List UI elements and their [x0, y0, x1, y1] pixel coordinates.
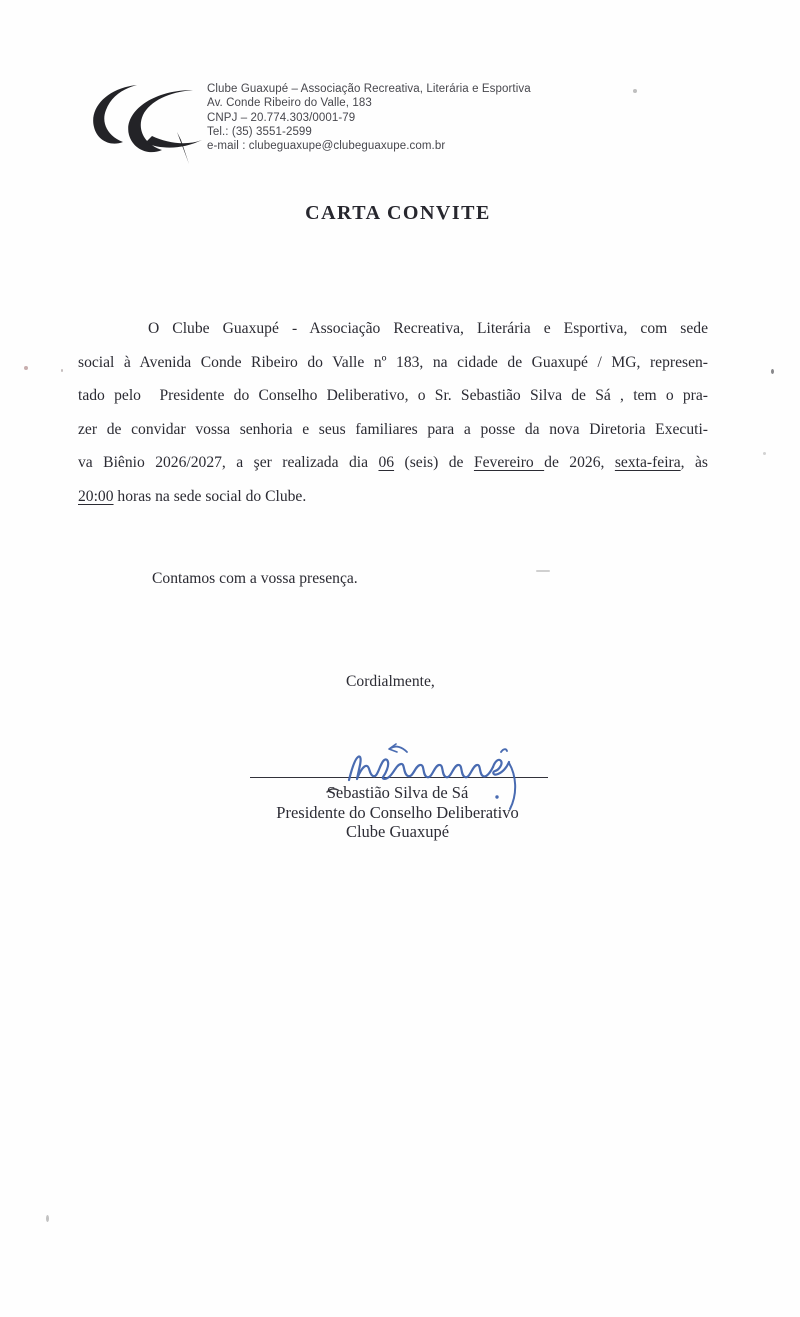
body-line-2: [78, 346, 708, 380]
body-line-6: [78, 480, 708, 514]
letterhead-phone: Tel.: (35) 3551-2599: [207, 125, 312, 138]
scan-speck: [633, 89, 637, 93]
letterhead-address: Av. Conde Ribeiro do Valle, 183: [207, 97, 372, 110]
scan-speck: [61, 369, 63, 372]
body-text-segment: , às: [680, 454, 708, 471]
underlined-weekday: sexta-feira: [614, 454, 681, 471]
body-text-segment: social à Avenida Conde Ribeiro do Valle nº 183, na cidade de Guaxupé / MG, represen-: [78, 353, 708, 371]
letterhead: [207, 82, 531, 153]
underlined-month: Fevereiro: [473, 454, 545, 471]
body-text-segment: va Biênio 2026/2027, a şer realizada dia: [78, 454, 379, 471]
body-text-segment: O Clube Guaxupé - Associação Recreativa, Literária e Esportiva, com sede: [148, 320, 708, 337]
body-text-segment: de 2026,: [544, 454, 615, 471]
body-line-4: [78, 413, 708, 447]
signer-role: Presidente do Conselho Deliberativo: [276, 802, 519, 822]
scan-speck: [763, 452, 766, 455]
letterhead-org-name: Clube Guaxupé – Associação Recreativa, Literária e Esportiva: [207, 83, 531, 95]
body-line-3: [78, 379, 708, 413]
scan-speck: [536, 570, 550, 572]
body-line-1: [78, 312, 708, 346]
underlined-day: 06: [378, 454, 395, 471]
underlined-time: 20:00: [78, 487, 114, 505]
body-text-segment: horas na sede social do Clube.: [113, 487, 307, 505]
salutation-line: Cordialmente,: [346, 672, 435, 690]
body-text-segment: (seis) de: [394, 454, 474, 471]
letter-body: [78, 312, 708, 513]
scan-speck: [771, 369, 774, 374]
signer-name: Sebastião Silva de Sá: [326, 783, 469, 802]
letter-title: CARTA CONVITE: [305, 202, 491, 224]
body-text-segment: zer de convidar vossa senhoria e seus familiares para a posse da nova Diretoria Executi-: [78, 420, 708, 438]
club-swoosh-logo-graphic: [85, 80, 215, 175]
club-logo: [85, 80, 215, 175]
letterhead-email: e-mail : clubeguaxupe@clubeguaxupe.com.br: [207, 140, 446, 153]
signature-line: [250, 777, 548, 778]
presence-line: Contamos com a vossa presença.: [152, 569, 358, 587]
scan-speck: [24, 366, 28, 370]
body-line-5: [78, 446, 708, 480]
signer-organization: Clube Guaxupé: [345, 822, 450, 842]
scan-speck: [46, 1215, 49, 1222]
signature-block: [0, 783, 795, 842]
body-text-segment: tado pelo Presidente do Conselho Deliberativo, o Sr. Sebastião Silva de Sá , tem o pra-: [78, 387, 708, 404]
letterhead-cnpj: CNPJ – 20.774.303/0001-79: [207, 111, 356, 124]
